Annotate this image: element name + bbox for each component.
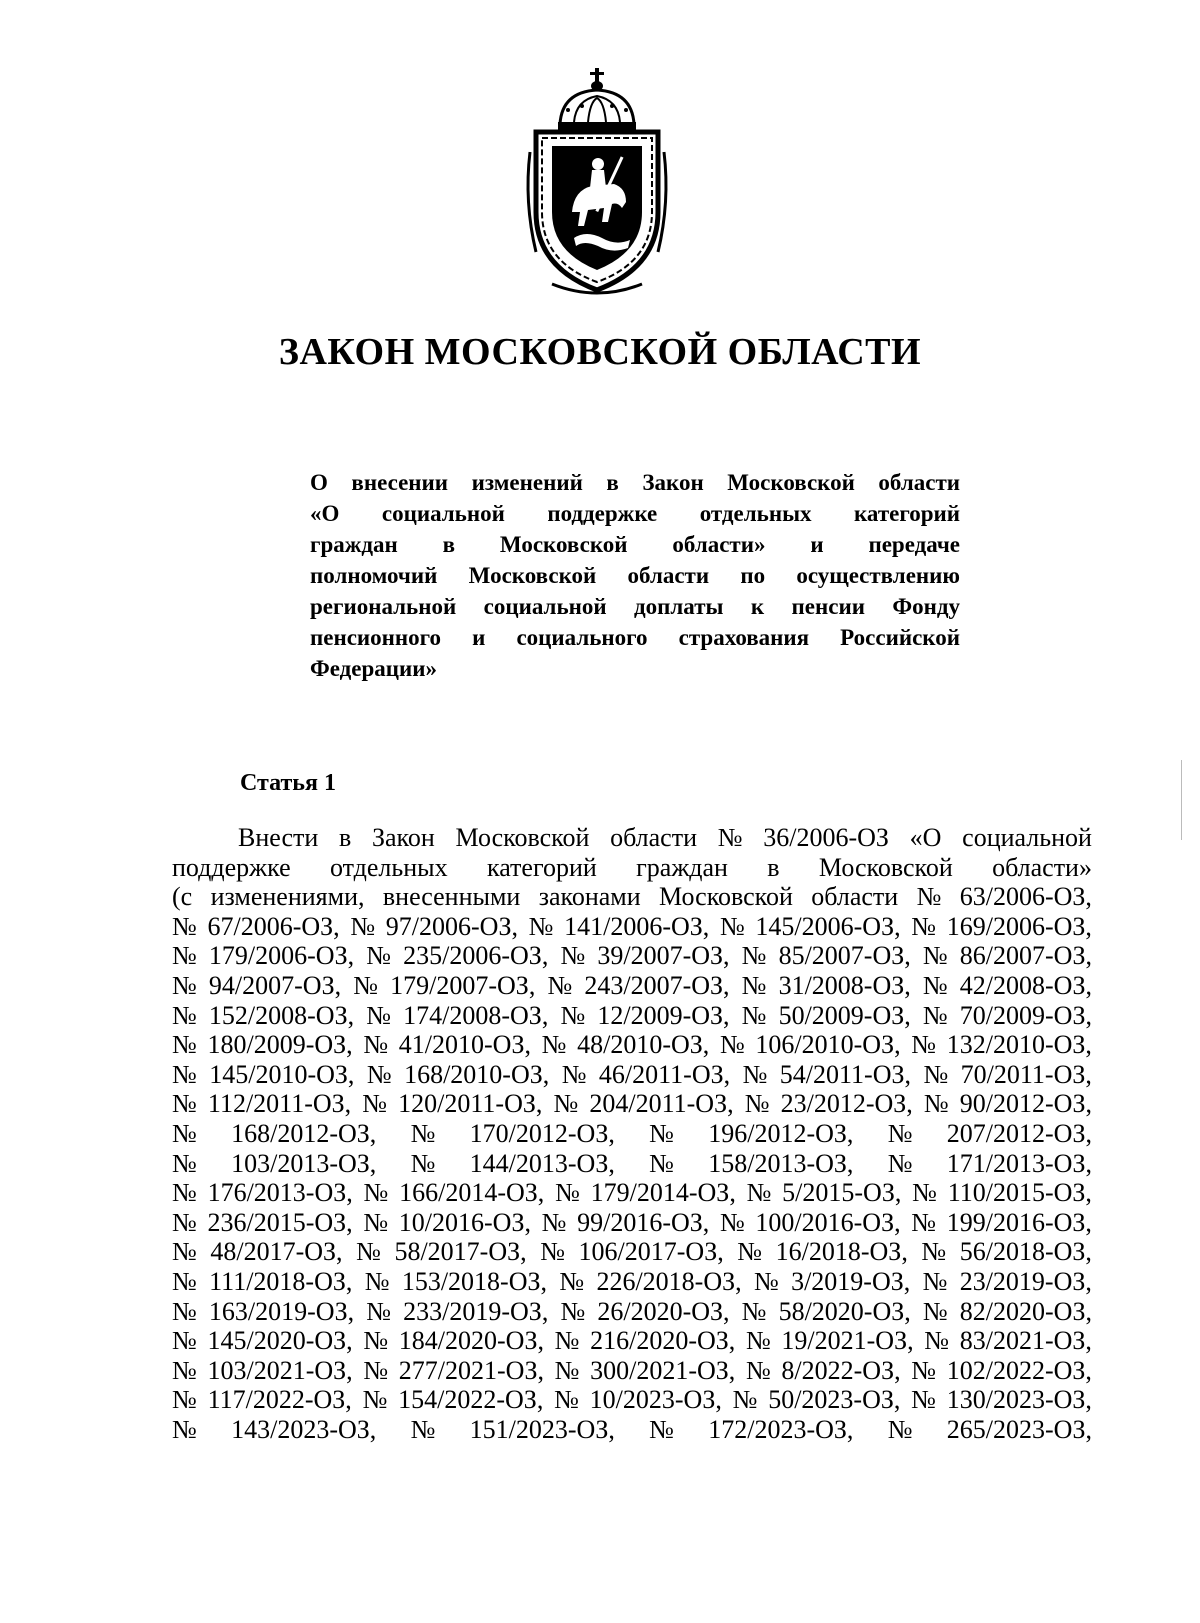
subtitle-line: региональной социальной доплаты к пенсии Фонду xyxy=(310,594,960,619)
body-word: № xyxy=(172,1414,197,1444)
body-word: № xyxy=(746,1178,772,1208)
body-word: 168/2010-ОЗ, xyxy=(404,1059,550,1089)
body-word: № xyxy=(172,1118,197,1148)
body-word: № xyxy=(922,970,948,1000)
body-word: 151/2023-ОЗ, xyxy=(469,1414,615,1444)
coat-of-arms-emblem xyxy=(522,62,672,298)
body-line xyxy=(172,1385,1092,1415)
body-word: 196/2012-ОЗ, xyxy=(708,1118,854,1148)
body-word: № xyxy=(410,1118,436,1148)
body-word: 144/2013-ОЗ, xyxy=(469,1148,615,1178)
body-word: 86/2007-ОЗ, xyxy=(959,941,1092,971)
body-word: 54/2011-ОЗ, xyxy=(779,1059,912,1089)
body-word: № xyxy=(172,1030,197,1060)
body-word: 171/2013-ОЗ, xyxy=(946,1148,1092,1178)
body-word: № xyxy=(366,1000,392,1030)
body-word: № xyxy=(561,1059,587,1089)
body-line xyxy=(172,882,1092,912)
body-line xyxy=(172,1089,1092,1119)
body-word: 48/2017-ОЗ, xyxy=(210,1237,343,1267)
body-word: 41/2010-ОЗ, xyxy=(398,1030,531,1060)
body-word: № xyxy=(649,1148,674,1178)
body-word: № xyxy=(719,1030,745,1060)
body-word: № xyxy=(172,1089,197,1119)
body-word: 153/2018-ОЗ, xyxy=(401,1266,548,1296)
body-word: № xyxy=(172,1326,197,1356)
body-word: № xyxy=(745,1326,771,1356)
subtitle-line: пенсионного и социального страхования Российской xyxy=(310,625,960,650)
body-line xyxy=(172,1119,1092,1149)
body-word: № xyxy=(717,823,743,852)
body-word: 117/2022-ОЗ, xyxy=(207,1385,352,1415)
body-word: 56/2018-ОЗ, xyxy=(959,1237,1092,1267)
body-word: № xyxy=(366,1059,392,1089)
body-word: 99/2016-ОЗ, xyxy=(577,1207,710,1237)
body-word: № xyxy=(741,970,767,1000)
article-heading: Статья 1 xyxy=(240,770,336,796)
body-word: 110/2015-ОЗ, xyxy=(947,1178,1092,1208)
body-word: 48/2010-ОЗ, xyxy=(577,1030,710,1060)
body-word: № xyxy=(555,1178,580,1208)
subtitle-line: О внесении изменений в Закон Московской области xyxy=(310,470,960,495)
body-word: 233/2019-ОЗ, xyxy=(403,1296,549,1326)
body-word: № xyxy=(356,1237,381,1267)
body-word: законами xyxy=(538,882,641,912)
scan-edge-line xyxy=(1181,760,1182,840)
body-word: 100/2016-ОЗ, xyxy=(755,1207,901,1237)
body-word: 70/2011-ОЗ, xyxy=(960,1059,1092,1089)
body-word: № xyxy=(741,941,767,971)
body-word: 236/2015-ОЗ, xyxy=(207,1207,353,1237)
body-word: Московской xyxy=(659,882,793,912)
body-line xyxy=(172,1237,1092,1267)
body-word: № xyxy=(172,1385,197,1415)
body-word: № xyxy=(560,1000,586,1030)
body-word: № xyxy=(410,1148,436,1178)
body-word: № xyxy=(363,1326,389,1356)
body-word: 243/2007-ОЗ, xyxy=(584,970,730,1000)
body-line xyxy=(172,971,1092,1001)
body-line xyxy=(172,1060,1092,1090)
body-word: 120/2011-ОЗ, xyxy=(398,1089,543,1119)
body-word: 166/2014-ОЗ, xyxy=(399,1178,545,1208)
body-word: № xyxy=(362,1385,388,1415)
body-word: № xyxy=(649,1414,674,1444)
body-line xyxy=(172,1326,1092,1356)
body-word: 8/2022-ОЗ, xyxy=(781,1355,901,1385)
body-word: 176/2013-ОЗ, xyxy=(207,1178,353,1208)
body-word: 103/2013-ОЗ, xyxy=(231,1148,377,1178)
body-word: 94/2007-ОЗ, xyxy=(208,970,342,1000)
body-word: 50/2009-ОЗ, xyxy=(778,1000,911,1030)
body-word: 46/2011-ОЗ, xyxy=(598,1059,731,1089)
body-word: 158/2013-ОЗ, xyxy=(708,1148,854,1178)
body-word: № xyxy=(410,1414,436,1444)
body-word: поддержке xyxy=(172,852,291,882)
body-word: 19/2021-ОЗ, xyxy=(781,1326,914,1356)
body-word: 26/2020-ОЗ, xyxy=(597,1296,730,1326)
body-line xyxy=(172,1297,1092,1327)
body-line xyxy=(172,1178,1092,1208)
body-word: 63/2006-ОЗ, xyxy=(959,882,1092,912)
body-word: области xyxy=(610,823,697,852)
body-line xyxy=(172,941,1092,971)
body-word: № xyxy=(742,1059,768,1089)
body-word: 23/2019-ОЗ, xyxy=(959,1266,1092,1296)
body-word: № xyxy=(363,1030,389,1060)
body-word: 152/2008-ОЗ, xyxy=(208,1000,355,1030)
body-line xyxy=(172,823,1092,853)
body-word: граждан xyxy=(636,852,728,882)
body-word: № xyxy=(732,1385,758,1415)
body-word: 179/2007-ОЗ, xyxy=(390,970,536,1000)
body-word: 12/2009-ОЗ, xyxy=(597,1000,730,1030)
body-word: № xyxy=(923,1059,949,1089)
body-word: № xyxy=(172,1059,197,1089)
body-word: № xyxy=(554,1355,580,1385)
body-word: 70/2009-ОЗ, xyxy=(959,1000,1092,1030)
body-word: 36/2006-ОЗ xyxy=(763,823,889,852)
body-word: № xyxy=(172,911,197,941)
body-word: изменениями, xyxy=(210,882,365,912)
body-word: области» xyxy=(992,852,1092,882)
body-word: № xyxy=(363,1178,389,1208)
subtitle-line: граждан в Московской области» и передаче xyxy=(310,532,960,557)
body-word: № xyxy=(363,1207,389,1237)
body-word: № xyxy=(528,911,554,941)
body-word: 145/2006-ОЗ, xyxy=(755,911,901,941)
body-word: 235/2006-ОЗ, xyxy=(403,941,549,971)
body-word: 112/2011-ОЗ, xyxy=(207,1089,352,1119)
body-word: 50/2023-ОЗ, xyxy=(768,1385,901,1415)
body-word: № xyxy=(172,970,197,1000)
body-word: № xyxy=(911,1385,936,1415)
body-word: № xyxy=(921,1237,947,1267)
body-word: № xyxy=(559,1266,585,1296)
body-word: области xyxy=(811,882,899,912)
body-word: № xyxy=(366,941,392,971)
body-word: 199/2016-ОЗ, xyxy=(946,1207,1092,1237)
body-word: № xyxy=(172,1000,197,1030)
body-word: № xyxy=(911,1207,937,1237)
body-word: отдельных xyxy=(329,852,448,882)
body-word: № xyxy=(922,1266,948,1296)
body-line xyxy=(172,853,1092,883)
body-word: № xyxy=(172,1296,197,1326)
body-word: № xyxy=(364,1266,390,1296)
body-word: № xyxy=(912,1178,937,1208)
body-word: № xyxy=(887,1148,913,1178)
body-word: 10/2023-ОЗ, xyxy=(589,1385,722,1415)
body-word: № xyxy=(362,1089,388,1119)
body-word: 10/2016-ОЗ, xyxy=(398,1207,531,1237)
body-word: № xyxy=(560,941,586,971)
body-word: 67/2006-ОЗ, xyxy=(207,911,340,941)
body-line xyxy=(172,1001,1092,1031)
body-word: № xyxy=(744,1089,770,1119)
body-word: 58/2017-ОЗ, xyxy=(394,1237,527,1267)
body-word: 277/2021-ОЗ, xyxy=(398,1355,544,1385)
body-word: № xyxy=(350,911,376,941)
body-word: 145/2020-ОЗ, xyxy=(207,1326,353,1356)
body-word: № xyxy=(719,911,745,941)
body-word: 97/2006-ОЗ, xyxy=(385,911,518,941)
body-word: № xyxy=(172,1178,197,1208)
body-word: № xyxy=(924,1326,950,1356)
body-word: 106/2017-ОЗ, xyxy=(578,1237,724,1267)
body-word: № xyxy=(922,1296,948,1326)
body-word: 265/2023-ОЗ, xyxy=(946,1414,1092,1444)
body-word: внесенными xyxy=(382,882,521,912)
body-word: 111/2018-ОЗ, xyxy=(209,1266,353,1296)
body-word: 226/2018-ОЗ, xyxy=(596,1266,742,1296)
body-word: 163/2019-ОЗ, xyxy=(208,1296,355,1326)
body-word: № xyxy=(541,1207,567,1237)
body-word: № xyxy=(172,1148,197,1178)
body-line xyxy=(172,1208,1092,1238)
body-word: № xyxy=(553,1089,579,1119)
body-word: № xyxy=(547,970,573,1000)
body-word: в xyxy=(767,852,780,882)
body-word: № xyxy=(911,1030,937,1060)
body-word: в xyxy=(338,823,352,852)
body-line xyxy=(172,1356,1092,1386)
body-line xyxy=(172,1149,1092,1179)
body-word: № xyxy=(560,1296,586,1326)
body-word: № xyxy=(172,1355,197,1385)
body-word: 82/2020-ОЗ, xyxy=(959,1296,1092,1326)
body-word: 207/2012-ОЗ, xyxy=(946,1118,1092,1148)
body-word: № xyxy=(922,1000,948,1030)
body-word: № xyxy=(916,882,942,912)
body-line xyxy=(172,1267,1092,1297)
body-word: 90/2012-ОЗ, xyxy=(959,1089,1092,1119)
body-word: (с xyxy=(172,882,193,912)
body-word: 103/2021-ОЗ, xyxy=(207,1355,353,1385)
body-word: № xyxy=(172,941,197,971)
subtitle-line: полномочий Московской области по осуществлению xyxy=(310,563,960,588)
body-word: № xyxy=(172,1207,197,1237)
subtitle-line: «О социальной поддержке отдельных категорий xyxy=(310,501,960,526)
subtitle-line: Федерации» xyxy=(310,656,438,681)
crown-icon xyxy=(558,68,636,131)
body-word: 179/2014-ОЗ, xyxy=(590,1178,736,1208)
body-word: 172/2023-ОЗ, xyxy=(708,1414,854,1444)
body-word: № xyxy=(554,1385,579,1415)
body-word: 5/2015-ОЗ, xyxy=(782,1178,902,1208)
body-word: 174/2008-ОЗ, xyxy=(403,1000,549,1030)
body-word: № xyxy=(540,1237,565,1267)
body-word: 216/2020-ОЗ, xyxy=(590,1326,736,1356)
body-word: 31/2008-ОЗ, xyxy=(778,970,911,1000)
body-word: социальной xyxy=(962,823,1092,852)
body-word: № xyxy=(887,1118,913,1148)
body-line xyxy=(172,912,1092,942)
document-subtitle xyxy=(310,467,960,684)
body-word: категорий xyxy=(486,852,597,882)
article-body xyxy=(172,823,1092,1444)
body-word: 23/2012-ОЗ, xyxy=(780,1089,913,1119)
body-word: 300/2021-ОЗ, xyxy=(590,1355,736,1385)
body-word: 58/2020-ОЗ, xyxy=(778,1296,911,1326)
body-word: 145/2010-ОЗ, xyxy=(209,1059,355,1089)
document-title: ЗАКОН МОСКОВСКОЙ ОБЛАСТИ xyxy=(278,331,922,373)
body-word: № xyxy=(911,1355,937,1385)
body-word: № xyxy=(741,1000,767,1030)
body-word: 83/2021-ОЗ, xyxy=(959,1326,1092,1356)
body-word: № xyxy=(353,970,379,1000)
body-word: 3/2019-ОЗ, xyxy=(791,1266,911,1296)
body-word: 168/2012-ОЗ, xyxy=(231,1118,377,1148)
body-word: 130/2023-ОЗ, xyxy=(946,1385,1092,1415)
body-word: 169/2006-ОЗ, xyxy=(946,911,1092,941)
body-word: 170/2012-ОЗ, xyxy=(469,1118,615,1148)
body-word: № xyxy=(887,1414,913,1444)
body-word: № xyxy=(366,1296,392,1326)
body-word: «О xyxy=(909,823,942,852)
body-word: № xyxy=(172,1237,197,1267)
body-word: № xyxy=(719,1207,745,1237)
body-word: 143/2023-ОЗ, xyxy=(231,1414,377,1444)
body-word: № xyxy=(741,1296,767,1326)
body-word: Московской xyxy=(818,852,953,882)
body-word: Закон xyxy=(371,823,435,852)
body-word: № xyxy=(554,1326,580,1356)
body-word: 184/2020-ОЗ, xyxy=(398,1326,544,1356)
body-word: № xyxy=(541,1030,567,1060)
body-word: 16/2018-ОЗ, xyxy=(775,1237,908,1267)
body-word: 141/2006-ОЗ, xyxy=(564,911,710,941)
body-word: № xyxy=(911,911,937,941)
body-word: № xyxy=(172,1266,197,1296)
body-word: 39/2007-ОЗ, xyxy=(597,941,730,971)
body-word: Московской xyxy=(455,823,590,852)
body-word: 180/2009-ОЗ, xyxy=(207,1030,353,1060)
body-word: 154/2022-ОЗ, xyxy=(398,1385,544,1415)
body-word: 204/2011-ОЗ, xyxy=(589,1089,734,1119)
body-word: № xyxy=(753,1266,779,1296)
body-word: № xyxy=(922,941,948,971)
body-word: № xyxy=(737,1237,763,1267)
body-word: 102/2022-ОЗ, xyxy=(946,1355,1092,1385)
body-word: № xyxy=(649,1118,674,1148)
body-line xyxy=(172,1415,1092,1445)
body-word: 42/2008-ОЗ, xyxy=(959,970,1092,1000)
body-word: № xyxy=(745,1355,771,1385)
body-line xyxy=(172,1030,1092,1060)
body-word: № xyxy=(923,1089,949,1119)
body-word: Внести xyxy=(238,823,319,852)
body-word: 106/2010-ОЗ, xyxy=(755,1030,901,1060)
body-word: 132/2010-ОЗ, xyxy=(946,1030,1092,1060)
body-word: 85/2007-ОЗ, xyxy=(778,941,911,971)
body-word: № xyxy=(363,1355,389,1385)
body-word: 179/2006-ОЗ, xyxy=(208,941,355,971)
